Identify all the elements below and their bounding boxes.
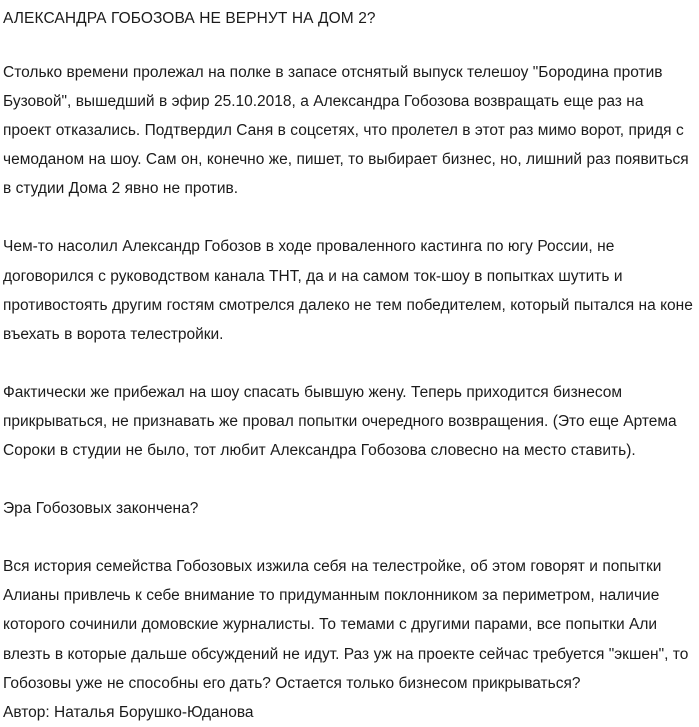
article-paragraph-1: Столько времени пролежал на полке в запасе отснятый выпуск телешоу "Бородина против Бузовой", вышедший в эфир 25.10.2018, а Александра Гобозова возвращать еще раз на проект отказались. Подтвердил Саня в соцсетях, что пролетел в этот раз мимо ворот, придя с чемоданом на шоу. Сам он, конечно же, пишет, то выбирает бизнес, но, лишний раз появиться в студии Дома 2 явно не против. bbox=[3, 64, 689, 198]
article-byline: Автор: Наталья Борушко-Юданова bbox=[3, 703, 254, 721]
page-title: АЛЕКСАНДРА ГОБОЗОВА НЕ ВЕРНУТ НА ДОМ 2? bbox=[3, 10, 376, 27]
article-closing-paragraph: Вся история семейства Гобозовых изжила себя на телестройке, об этом говорят и попытки Алианы привлечь к себе внимание то придуманным поклонником за периметром, наличие которого сочинили домовские журналисты. То темами с другими парами, все попытки Али влезть в которые дальше обсуждений не идут. Раз уж на проекте сейчас требуется "экшен", то Гобозовы уже не способны его дать? Остается только бизнесом прикрываться? bbox=[3, 558, 689, 692]
article-paragraph-2: Чем-то насолил Александр Гобозов в ходе проваленного кастинга по югу России, не договорился с руководством канала ТНТ, да и на самом ток-шоу в попытках шутить и противостоять другим гостям смотрелся далеко не тем победителем, который пытался на коне въехать в ворота телестройки. bbox=[3, 238, 693, 343]
article-paragraph-3: Фактически же прибежал на шоу спасать бывшую жену. Теперь приходится бизнесом прикрываться, не признавать же провал попытки очередного возвращения. (Это еще Артема Сороки в студии не было, тот любит Александра Гобозова словесно на место ставить). bbox=[3, 383, 677, 460]
article-subheading: Эра Гобозовых закончена? bbox=[3, 500, 199, 518]
